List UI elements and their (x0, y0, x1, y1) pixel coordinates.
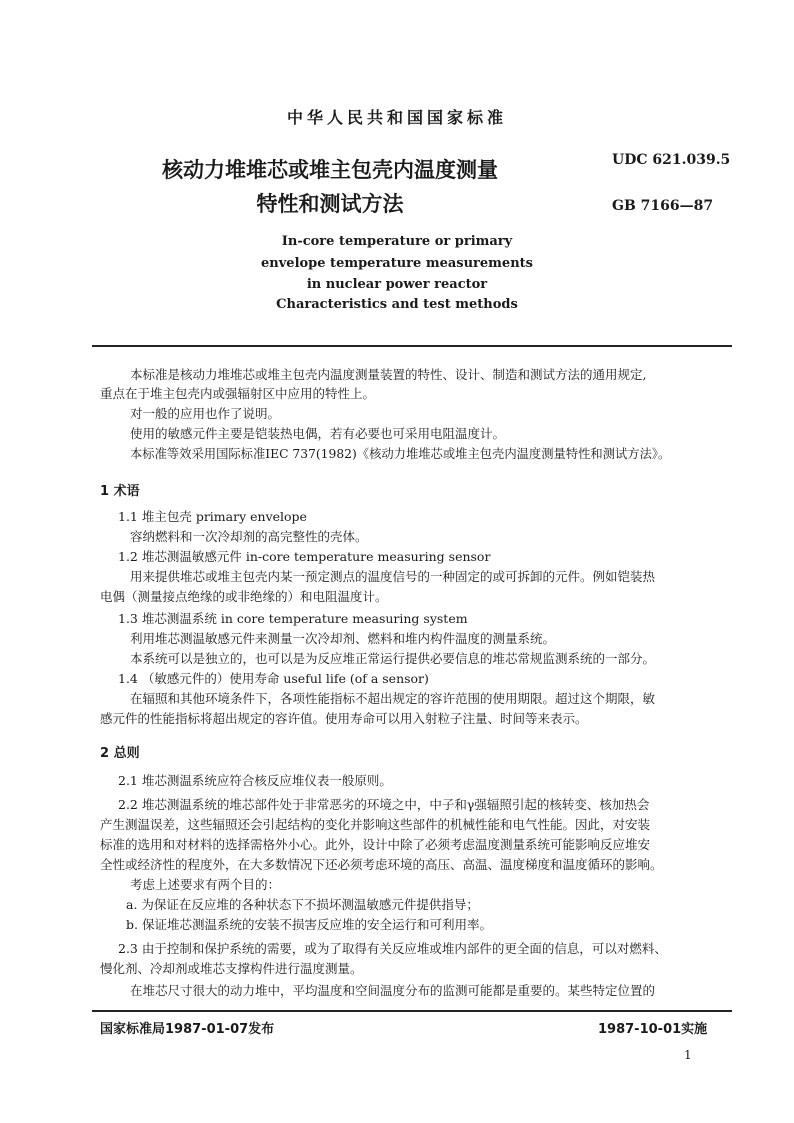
clause-2-3-line1: 2.3 由于控制和保护系统的需要，或为了取得有关反应堆或堆内部件的更全面的信息，可以对燃料、 (118, 941, 667, 956)
clause-2-2-line5: 考虑上述要求有两个目的： (130, 877, 281, 892)
effective-date: 1987-10-01实施 (598, 1022, 708, 1037)
term-1-2-definition-line2: 电偶（测量接点绝缘的或非绝缘的）和电阻温度计。 (100, 589, 388, 604)
udc-code: UDC 621.039.5 (612, 152, 731, 168)
english-title-line2: envelope temperature measurements (261, 256, 533, 271)
english-title-line1: In-core temperature or primary (281, 234, 513, 249)
intro-paragraph-2: 对一般的应用也作了说明。 (130, 406, 281, 421)
section-1-heading: 1 术语 (100, 484, 140, 499)
clause-2-2-line3: 标准的选用和对材料的选择需格外小心。此外，设计中除了必须考虑温度测量系统可能影响反应堆安 (100, 837, 651, 852)
term-1-4-title: 1.4 （敏感元件的）使用寿命 useful life (of a sensor) (118, 671, 429, 686)
intro-paragraph-3: 使用的敏感元件主要是铠装热电偶，若有必要也可采用电阻温度计。 (130, 426, 506, 441)
issue-date: 国家标准局1987-01-07发布 (100, 1022, 275, 1037)
term-1-1-definition: 容纳燃料和一次冷却剂的高完整性的壳体。 (130, 529, 368, 544)
term-1-2-definition-line1: 用来提供堆芯或堆主包壳内某一预定测点的温度信号的一种固定的或可拆卸的元件。例如铠装热 (130, 569, 656, 584)
intro-paragraph-4: 本标准等效采用国际标准IEC 737(1982)《核动力堆堆芯或堆主包壳内温度测量特性和测试方法》。 (130, 447, 671, 461)
document-title-line2: 特性和测试方法 (256, 192, 404, 216)
term-1-4-definition-line2: 感元件的性能指标将超出规定的容许值。使用寿命可以用入射粒子注量、时间等来表示。 (100, 711, 588, 726)
list-item-a: a. 为保证在反应堆的各种状态下不损坏测温敏感元件提供指导； (126, 897, 479, 912)
term-1-3-definition-line2: 本系统可以是独立的，也可以是为反应堆正常运行提供必要信息的堆芯常规监测系统的一部分。 (130, 651, 656, 666)
header-divider (92, 345, 732, 347)
term-1-4-definition-line1: 在辐照和其他环境条件下，各项性能指标不超出规定的容许范围的使用期限。超过这个期限，敏 (130, 691, 656, 706)
clause-2-3-line3: 在堆芯尺寸很大的动力堆中，平均温度和空间温度分布的监测可能都是重要的。某些特定位置的 (130, 983, 656, 998)
clause-2-3-line2: 慢化剂、冷却剂或堆芯支撑构件进行温度测量。 (100, 961, 363, 976)
footer-divider (92, 1010, 732, 1012)
term-1-1-title: 1.1 堆主包壳 primary envelope (118, 509, 307, 524)
clause-2-2-line4: 全性或经济性的程度外，在大多数情况下还必须考虑环境的高压、高温、温度梯度和温度循环的影响。 (100, 857, 663, 872)
clause-2-2-line2: 产生测温误差，这些辐照还会引起结构的变化并影响这些部件的机械性能和电气性能。因此，对安装 (100, 817, 651, 832)
gb-code: GB 7166—87 (612, 198, 714, 214)
term-1-3-definition-line1: 利用堆芯测温敏感元件来测量一次冷却剂、燃料和堆内构件温度的测量系统。 (130, 631, 556, 646)
term-1-3-title: 1.3 堆芯测温系统 in core temperature measuring system (118, 611, 468, 626)
english-title-line3: in nuclear power reactor (306, 277, 488, 292)
document-title-line1: 核动力堆堆芯或堆主包壳内温度测量 (162, 158, 498, 182)
intro-paragraph-1b: 重点在于堆主包壳内或强辐射区中应用的特性上。 (100, 386, 376, 401)
english-title-line4: Characteristics and test methods (276, 297, 518, 312)
clause-2-2-line1: 2.2 堆芯测温系统的堆芯部件处于非常恶劣的环境之中，中子和γ强辐照引起的核转变、核加热会 (118, 797, 650, 812)
term-1-2-title: 1.2 堆芯测温敏感元件 in-core temperature measuring sensor (118, 549, 491, 564)
section-2-heading: 2 总则 (100, 746, 140, 761)
clause-2-1: 2.1 堆芯测温系统应符合核反应堆仪表一般原则。 (118, 773, 392, 788)
issuing-authority: 中华人民共和国国家标准 (286, 108, 507, 127)
page-number: 1 (684, 1048, 692, 1062)
list-item-b: b. 保证堆芯测温系统的安装不损害反应堆的安全运行和可利用率。 (126, 917, 492, 932)
intro-paragraph-1a: 本标准是核动力堆堆芯或堆主包壳内温度测量装置的特性、设计、制造和测试方法的通用规定, (130, 367, 647, 382)
